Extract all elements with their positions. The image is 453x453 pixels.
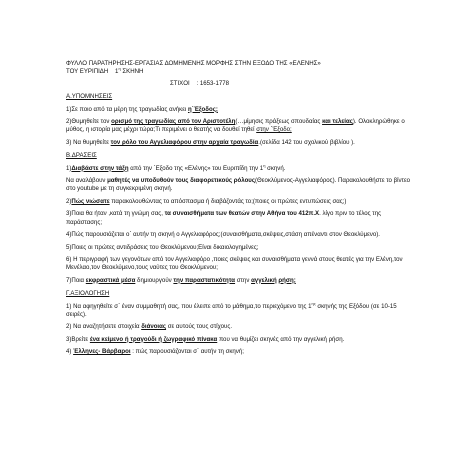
c-q3-text-1: 3)Βρείτε <box>66 335 90 343</box>
b-roles-text-2: (Θεοκλύμενος-Αγγελιαφόρος). Παρακολουθήστε το βίντεο στο youtube με τη συγκεκριμένη σκηνή. <box>66 177 411 193</box>
title-line-2a: ΤΟΥ ΕΥΡΙΠΙΔΗ <box>66 68 109 76</box>
c-q1-end: σκηνής της Εξόδου (σε 10-15 σειρές). <box>66 302 397 318</box>
section-b-q3 <box>66 210 411 227</box>
section-a-q1 <box>66 106 411 114</box>
b-q3-text-2: . λίγο πριν το τέλος της παράστασης; <box>66 210 382 226</box>
c-q4-num: 4) <box>66 348 74 356</box>
b-q1-num: 1) <box>66 164 72 172</box>
b-q2-text: παρακολουθώντας το απόσπασμα ή διαβάζοντάς το;(ποιες οι πρώτες εντυπώσεις σας;) <box>109 197 347 205</box>
b-q7-emph-1: εκφραστικά μέσα <box>85 276 136 284</box>
b-q2-num: 2) <box>66 197 72 205</box>
c-q2-emph: διάνοιας <box>141 323 167 331</box>
c-q2-text-1: 2) Να αναζητήσετε στοιχεία <box>66 323 142 331</box>
b-q7-emph-2: την παραστατικότητα <box>173 276 236 284</box>
c-q1-sup: ης <box>311 300 316 306</box>
a-q2-text-3: ). Ολοκληρώθηκε ο μύθος, η ιστορία μας μέχρι τώρα;Τι περιμένει ο θεατής να δουθεί τηθεί <box>66 118 405 134</box>
b-q7-text-1: 7)Ποια <box>66 276 86 284</box>
section-c-q3 <box>66 336 411 344</box>
b-roles-text-1: Να αναλάβουν <box>66 177 108 185</box>
b-q1-sup: η <box>263 162 266 168</box>
b-q7-text-2: δημιουργούν <box>135 276 174 284</box>
c-q3-text-2: που να θυμίζει σκηνές από την αγγελική ρήση. <box>217 335 345 343</box>
a-q3-text-1: 3) Να θυμηθείτε <box>66 138 111 146</box>
b-q1-end: σκηνή. <box>265 164 286 172</box>
verses-line <box>66 80 411 88</box>
a-q1-emph: η΄Έξοδος; <box>187 105 218 113</box>
section-a-heading: Α.ΥΠΟΜΝΗΣΕΙΣ <box>66 93 113 101</box>
a-q2-emph-1: ορισμό της τραγωδίας από τον Αριστοτέλη <box>111 118 236 126</box>
section-c-q4 <box>66 348 411 356</box>
title-line-1: ΦΥΛΛΟ ΠΑΡΑΤΗΡΗΣΗΣ-ΕΡΓΑΣΙΑΣ ΔΟΜΗΜΕΝΗΣ ΜΟΡΦΗΣ ΣΤΗΝ ΕΞΟΔΟ ΤΗΣ «ΕΛΕΝΗΣ» <box>66 60 321 67</box>
a-q3-text-2: .(σελίδα 142 του σχολικού βιβλίου ). <box>258 138 355 146</box>
section-c-q1 <box>66 300 411 320</box>
b-q3-text-1: 3)Ποια θα ήταν ,κατά τη γνώμη σας, <box>66 210 165 218</box>
c-q4-emph: Έλληνες- Βάρβαροι <box>73 348 131 356</box>
title-scene-sup: η <box>118 66 121 72</box>
c-q4-text: : πώς παρουσιάζονται σ΄ αυτήν τη σκηνή; <box>130 348 244 356</box>
a-q1-text: 1)Σε ποιο από τα μέρη της τραγωδίας ανήκει <box>66 105 188 113</box>
section-b-q1-roles <box>66 177 411 194</box>
section-c <box>66 290 411 356</box>
b-q3-emph: τα συναισθήματα των θεατών στην Αθήνα του 412π.Χ <box>164 210 320 218</box>
section-a-q2 <box>66 118 411 135</box>
verses-value: : 1653-1778 <box>196 79 229 87</box>
a-q3-emph: τον ρόλο του Αγγελιαφόρου στην αρχαία τραγωδία <box>110 138 259 146</box>
a-q2-text-2: (…μίμησις πράξεως σπουδαίας <box>235 118 323 126</box>
b-q1-emph: Διαβάστε στην τάξη <box>71 164 129 172</box>
b-q2-emph: Πώς νιώσατε <box>71 197 110 205</box>
worksheet-title <box>66 60 411 77</box>
section-b-q1 <box>66 162 411 173</box>
section-c-heading: Γ.ΑΞΙΟΛΟΓΗΣΗ <box>66 290 110 298</box>
c-q3-emph: ένα κείμενο ή τραγούδι ή ζωγραφικό πίνακα <box>89 335 218 343</box>
section-c-q2 <box>66 323 411 331</box>
b-q1-text: από την ΄Εξοδο της «Ελένης» του Ευριπίδη την 1 <box>128 164 264 172</box>
c-q1-text: 1) Να αφηγηθείτε σ΄ έναν συμμαθητή σας, που έλειπε από το μάθημα,το περιεχόμενο της 1 <box>66 302 312 310</box>
section-b-q4: 4)Πώς παρουσιάζεται ο΄ αυτήν τη σκηνή ο Αγγελιαφόρος;(συναισθήματα,σκέψεις,στάση απέναντι στον Θεοκλύμενο). <box>66 231 380 239</box>
section-b-q7 <box>66 277 411 285</box>
section-b <box>66 152 411 285</box>
a-q2-text-1: 2)Θυμηθείτε τον <box>66 118 112 126</box>
section-a <box>66 93 411 147</box>
section-b-q2 <box>66 198 411 206</box>
b-q7-emph-3: αγγελική ρήση; <box>251 276 296 284</box>
section-a-q3 <box>66 139 411 147</box>
title-line-2b: ΣΚΗΝΗ <box>122 68 144 76</box>
a-q2-emph-3: στην ΄Έξοδο; <box>256 126 292 134</box>
section-b-q6: 6) Η περιγραφή των γεγονότων από τον Αγγελιαφόρο ,ποιες σκέψεις και συναισθήματα γεννά στους θεατές για την Ελένη,τον Μενέλαο,τον Θεοκλύμενο,τους ναύτες του Θεοκλύμενου; <box>66 255 403 272</box>
b-roles-emph: μαθητές να υποδυθούν τους διαφορετικούς ρόλους <box>107 177 256 185</box>
section-b-heading: Β.ΔΡΑΣΕΙΣ <box>66 152 97 160</box>
section-b-q5: 5)Ποιες οι πρώτες αντιδράσεις του Θεοκλύμενου;Είναι δικαιολογημένες; <box>66 243 259 251</box>
verses-label: ΣΤΙΧΟΙ <box>170 79 190 87</box>
c-q2-text-2: σε αυτούς τους στίχους. <box>166 323 233 331</box>
b-q7-text-3: στην <box>235 276 252 284</box>
title-scene-number: 1 <box>115 68 119 76</box>
a-q2-emph-2: και τελείας <box>322 118 353 126</box>
